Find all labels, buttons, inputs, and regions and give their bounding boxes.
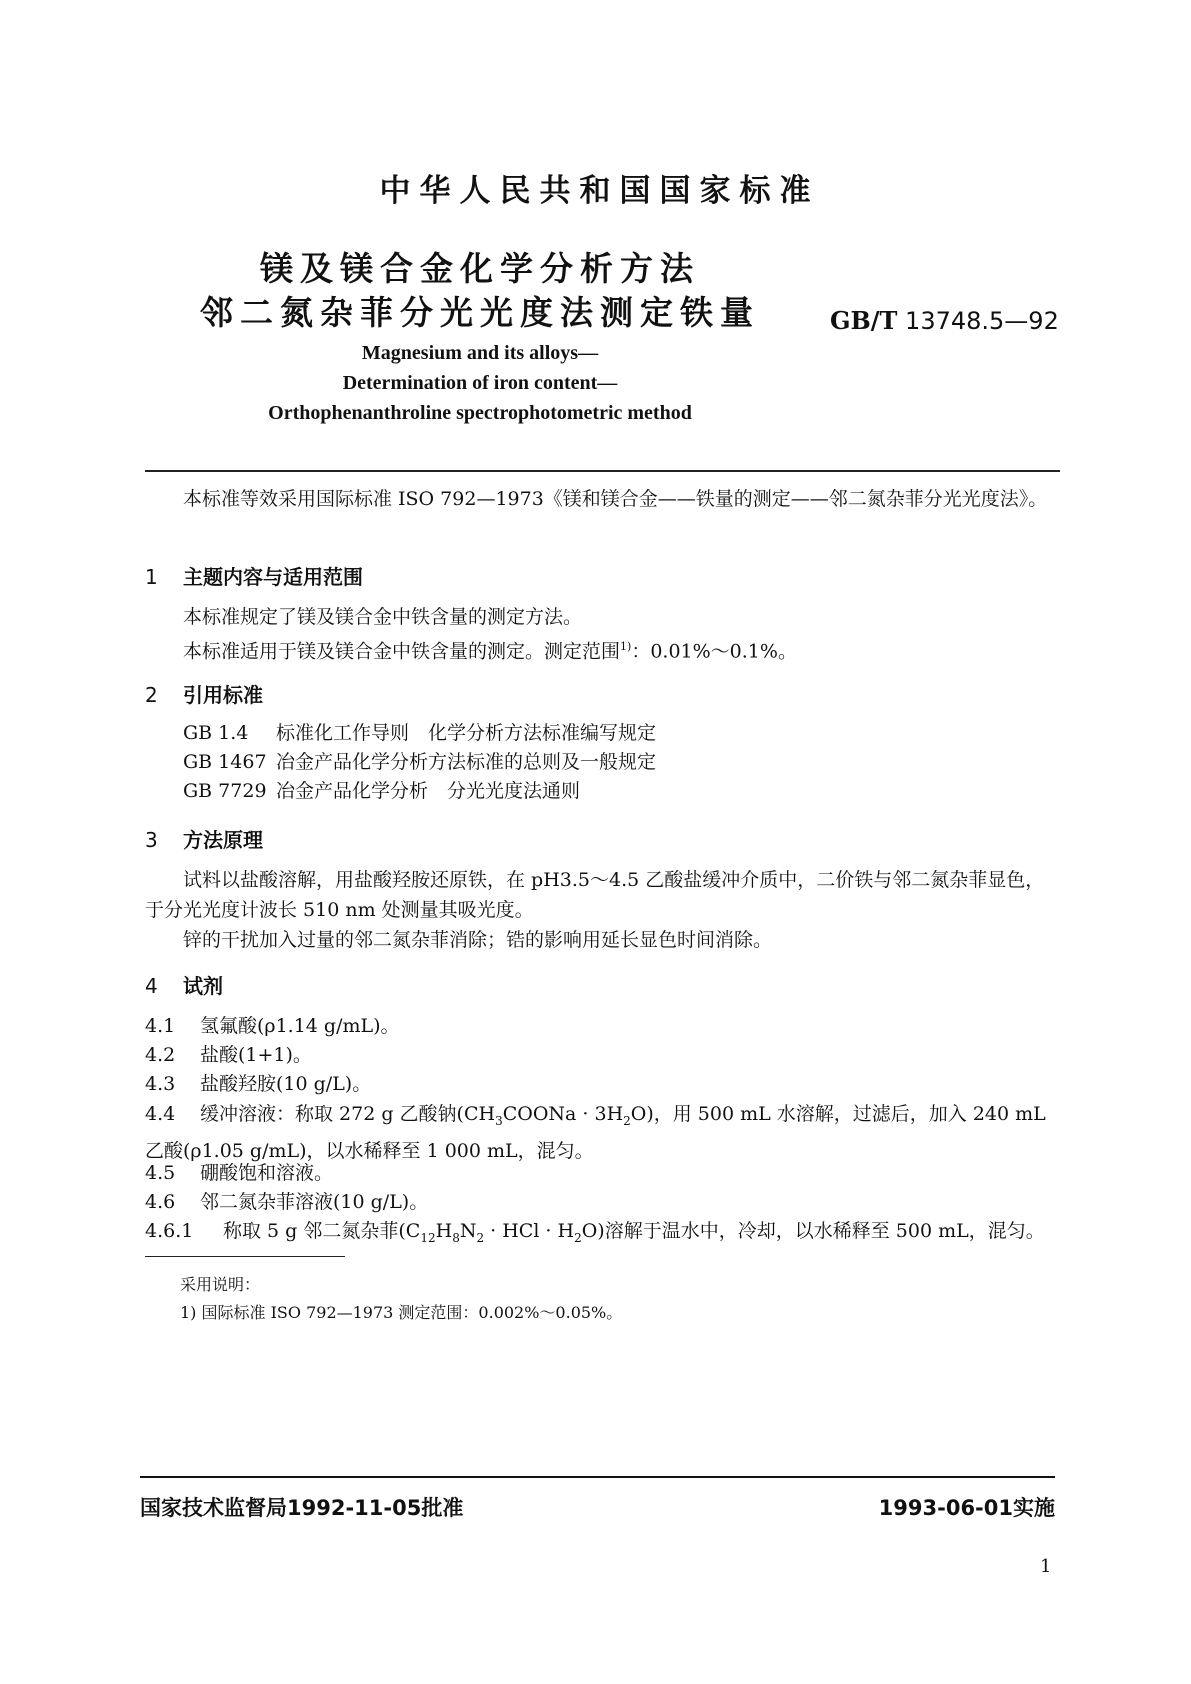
section-3-heading: [145, 824, 263, 853]
item-number: 4.6: [145, 1191, 176, 1213]
section-number: 2: [145, 683, 158, 707]
item-text: N: [459, 1220, 477, 1242]
footer-divider: [140, 1476, 1055, 1478]
national-standard-title: 中华人民共和国国家标准: [379, 173, 820, 209]
reagent-item: [145, 1099, 1060, 1166]
footnote-marker: 1): [180, 1303, 197, 1322]
subscript: 12: [420, 1230, 436, 1245]
item-text: · HCl · H: [484, 1220, 575, 1242]
footnote-text: [180, 1300, 622, 1323]
reference-title: 冶金产品化学分析方法标准的总则及一般规定: [276, 751, 657, 773]
section-title: 方法原理: [183, 828, 263, 852]
item-text: 缓冲溶液：称取 272 g 乙酸钠(CH: [200, 1103, 496, 1125]
section-3-paragraph-1: 试料以盐酸溶解，用盐酸羟胺还原铁，在 pH3.5～4.5 乙酸盐缓冲介质中，二价铁与邻二氮杂菲显色，于分光光度计波长 510 nm 处测量其吸光度。: [145, 869, 1045, 921]
item-text: O)溶解于温水中，冷却，以水稀释至 500 mL，混匀。: [581, 1220, 1045, 1242]
reagent-item: [145, 1011, 1060, 1041]
subscript: 2: [623, 1113, 631, 1128]
reference-title: 冶金产品化学分析 分光光度法通则: [276, 780, 581, 802]
section-title: 引用标准: [183, 683, 263, 707]
standard-number: [830, 306, 1059, 335]
reference-code: GB 7729: [183, 780, 267, 802]
section-number: 4: [145, 974, 158, 998]
item-text: 邻二氮杂菲溶液(10 g/L)。: [200, 1191, 429, 1213]
document-title-line2: 邻二氮杂菲分光光度法测定铁量: [200, 293, 760, 332]
item-number: 4.6.1: [145, 1220, 194, 1242]
english-title-line1: Magnesium and its alloys—: [361, 342, 599, 364]
section-number: 1: [145, 565, 158, 589]
reagent-item: [145, 1069, 1060, 1099]
item-text: 盐酸(1+1)。: [200, 1044, 312, 1066]
item-text: 盐酸羟胺(10 g/L)。: [200, 1073, 372, 1095]
section-1-paragraph-1: 本标准规定了镁及镁合金中铁含量的测定方法。: [183, 606, 583, 628]
section-title: 主题内容与适用范围: [183, 565, 363, 589]
reference-item: [183, 776, 1060, 806]
section-1-paragraph-2: [183, 632, 1060, 666]
document-title-line1: 镁及镁合金化学分析方法: [260, 249, 700, 288]
approval-date: 国家技术监督局1992-11-05批准: [140, 1496, 464, 1520]
scope-text: 本标准适用于镁及镁合金中铁含量的测定。测定范围: [183, 640, 621, 663]
page-number: 1: [1040, 1556, 1052, 1577]
reference-item: [183, 747, 1060, 777]
item-text: O)，用 500 mL 水溶解，过滤后，加入 240 mL 乙酸(ρ1.05 g/mL)，以水稀释至 1 000 mL，混匀。: [145, 1103, 1046, 1162]
item-text: 氢氟酸(ρ1.14 g/mL)。: [200, 1015, 400, 1037]
item-number: 4.5: [145, 1162, 176, 1184]
standard-prefix: GB/T: [830, 306, 898, 335]
reagent-subitem: [145, 1216, 1060, 1253]
reference-title: 标准化工作导则 化学分析方法标准编写规定: [276, 722, 657, 744]
footnote-ref: 1): [620, 640, 632, 653]
subscript: 2: [574, 1230, 582, 1245]
standard-code: 13748.5—92: [905, 307, 1059, 335]
subscript: 3: [495, 1113, 503, 1128]
reagent-item: [145, 1187, 1060, 1217]
footnote-body: 国际标准 ISO 792—1973 测定范围：0.002%～0.05%。: [196, 1303, 623, 1322]
item-number: 4.1: [145, 1015, 176, 1037]
item-text: H: [435, 1220, 453, 1242]
section-1-heading: [145, 561, 363, 590]
footnote-label: 采用说明：: [180, 1275, 261, 1294]
english-title-line2: Determination of iron content—: [342, 372, 618, 394]
header-divider: [145, 470, 1060, 472]
subscript: 8: [452, 1230, 460, 1245]
reference-code: GB 1467: [183, 751, 267, 773]
scope-range: ：0.01%～0.1%。: [631, 640, 797, 663]
intro-paragraph: 本标准等效采用国际标准 ISO 792—1973《镁和镁合金——铁量的测定——邻二氮杂菲分光光度法》。: [183, 488, 1048, 510]
section-number: 3: [145, 828, 158, 852]
section-2-heading: [145, 679, 263, 708]
item-number: 4.4: [145, 1103, 176, 1125]
reagent-item: [145, 1158, 1060, 1188]
item-text: 称取 5 g 邻二氮杂菲(C: [223, 1220, 421, 1242]
item-number: 4.3: [145, 1073, 176, 1095]
english-title-line3: Orthophenanthroline spectrophotometric method: [268, 402, 692, 424]
item-text: COONa · 3H: [502, 1103, 624, 1125]
section-4-heading: [145, 970, 223, 999]
subscript: 2: [476, 1230, 485, 1245]
item-number: 4.2: [145, 1044, 176, 1066]
reference-item: [183, 718, 1060, 748]
effective-date: 1993-06-01实施: [878, 1496, 1055, 1520]
reagent-item: [145, 1040, 1060, 1070]
reference-code: GB 1.4: [183, 722, 249, 744]
section-title: 试剂: [183, 974, 223, 998]
footnote-divider: [145, 1256, 345, 1257]
item-text: 硼酸饱和溶液。: [200, 1162, 334, 1184]
section-3-paragraph-2: 锌的干扰加入过量的邻二氮杂菲消除；锆的影响用延长显色时间消除。: [183, 929, 773, 951]
